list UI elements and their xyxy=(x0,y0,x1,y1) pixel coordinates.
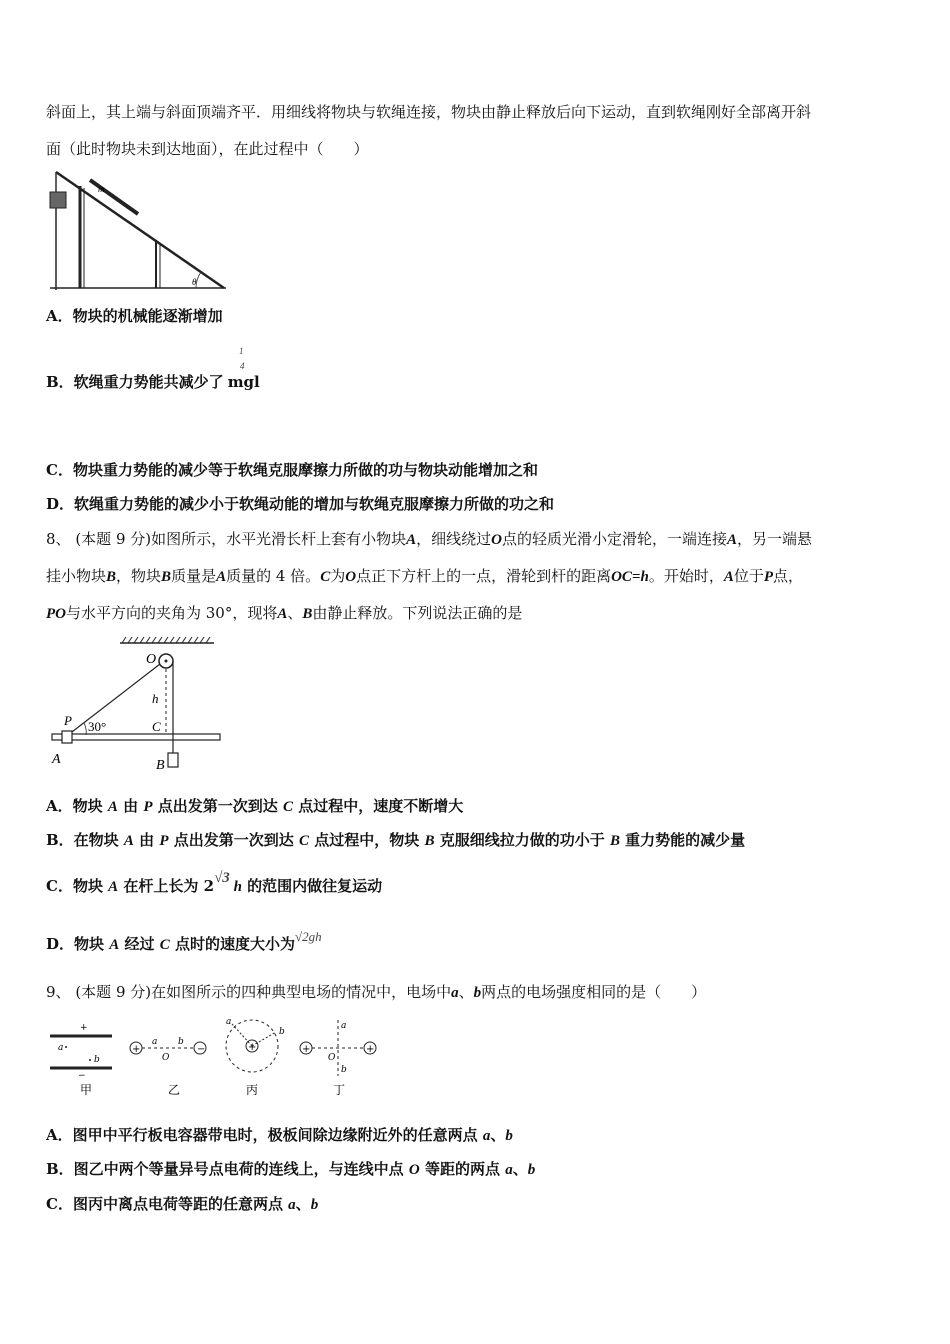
label-o: O xyxy=(146,652,157,667)
q8-text: ，另一端悬 xyxy=(737,530,813,548)
field-ding xyxy=(300,1020,376,1097)
q8-text: ，物块 xyxy=(116,567,162,585)
sqrt-2gh: √2gh xyxy=(294,929,322,944)
q8-text: 点的轻质光滑小定滑轮，一端连接 xyxy=(502,530,728,548)
electric-fields-figure xyxy=(46,1016,386,1100)
opt-var: P xyxy=(159,833,169,849)
block-a xyxy=(62,731,72,743)
label-h: h xyxy=(152,691,159,706)
label-angle: 30° xyxy=(88,719,107,734)
label-ding: 丁 xyxy=(333,1083,346,1097)
label-m: m xyxy=(98,184,105,194)
ding-o: O xyxy=(328,1053,336,1063)
opt-text: C．物块 xyxy=(46,877,109,895)
opt-text: 由 xyxy=(117,797,144,815)
q8-text: 挂小物块 xyxy=(46,567,107,585)
jia-b: b xyxy=(94,1055,100,1065)
q8-var: C xyxy=(320,569,331,585)
opt-text: 的范围内做往复运动 xyxy=(241,877,383,895)
opt-var: h xyxy=(229,879,242,895)
frac-denominator: 4 xyxy=(240,361,245,371)
opt-text: 、 xyxy=(490,1126,506,1144)
opt-text: 重力势能的减少量 xyxy=(619,831,746,849)
q8-num: 8、 xyxy=(46,530,71,548)
q8-var: O xyxy=(491,532,502,548)
opt-text: C．图丙中离点电荷等距的任意两点 xyxy=(46,1195,289,1213)
q8-option-c xyxy=(46,870,383,897)
q9-option-c xyxy=(46,1194,318,1215)
ding-a: a xyxy=(341,1021,347,1031)
pulley-figure xyxy=(46,635,226,775)
q8-option-b xyxy=(46,830,745,851)
q8-var: B xyxy=(161,569,172,585)
opt-var: C xyxy=(282,799,293,815)
q8-var: B xyxy=(302,606,313,622)
opt-text: B．在物块 xyxy=(46,831,124,849)
opt-text: 在杆上长为 2 xyxy=(118,877,215,895)
field-yi xyxy=(130,1037,206,1097)
opt-var: a xyxy=(505,1162,513,1178)
opt-text: 点出发第一次到达 xyxy=(152,797,283,815)
jia-minus: − xyxy=(78,1071,86,1081)
opt-var: B xyxy=(424,833,435,849)
q8-text: 质量是 xyxy=(171,567,217,585)
q9-var: a xyxy=(451,985,459,1001)
q8-line-1 xyxy=(46,529,812,550)
opt-text: D．物块 xyxy=(46,935,110,953)
opt-var: a xyxy=(288,1197,296,1213)
label-p: P xyxy=(64,713,72,728)
opt-var: C xyxy=(159,937,170,953)
opt-text: 点出发第一次到达 xyxy=(168,831,299,849)
opt-text: 、 xyxy=(295,1195,311,1213)
q8-text: 与水平方向的夹角为 30°，现将 xyxy=(66,604,278,622)
q8-text: 位于 xyxy=(733,567,764,585)
yi-b: b xyxy=(178,1037,184,1047)
intro-line-1: 斜面上，其上端与斜面顶端齐平．用细线将物块与软绳连接，物块由静止释放后向下运动，直到软绳刚好全部离开斜 xyxy=(46,103,812,121)
yi-plus: + xyxy=(132,1044,141,1055)
opt-var: b xyxy=(310,1197,319,1213)
label-c: C xyxy=(152,719,161,734)
opt-text: 点过程中，物块 xyxy=(309,831,425,849)
label-yi: 乙 xyxy=(168,1083,181,1097)
opt-var: b xyxy=(527,1162,536,1178)
incline-figure xyxy=(46,168,228,292)
opt-var: b xyxy=(505,1128,513,1144)
q8-text: 为 xyxy=(330,567,346,585)
q8-var: O xyxy=(345,569,357,585)
label-theta: θ xyxy=(192,277,197,287)
sqrt-3: √3 xyxy=(214,870,230,886)
bing-a: a xyxy=(226,1017,232,1027)
ding-plus-left: + xyxy=(302,1044,311,1055)
label-a: A xyxy=(52,752,61,767)
ding-plus-right: + xyxy=(366,1044,375,1055)
opt-text: A．物块 xyxy=(46,797,108,815)
q8-text: 、 xyxy=(287,604,303,622)
intro-line-2: 面（此时物块未到达地面），在此过程中（ ） xyxy=(46,140,369,158)
yi-minus: − xyxy=(197,1044,206,1055)
q8-var: B xyxy=(106,569,117,585)
q8-text: 质量的 4 倍。 xyxy=(226,567,321,585)
jia-a: a xyxy=(58,1043,64,1053)
q8-var: PO xyxy=(46,606,66,622)
opt-text: 克服细线拉力做的功小于 xyxy=(434,831,610,849)
opt-text: 点时的速度大小为 xyxy=(169,935,295,953)
opt-var: A xyxy=(123,833,134,849)
ding-b: b xyxy=(341,1065,347,1075)
q8-option-a xyxy=(46,796,463,817)
opt-text: 经过 xyxy=(119,935,160,953)
field-bing xyxy=(226,1017,285,1097)
q8-text: (本题 9 分)如图所示，水平光滑长杆上套有小物块 xyxy=(75,530,407,548)
q8-var: A xyxy=(216,569,227,585)
q8-text: 点正下方杆上的一点，滑轮到杆的距离 xyxy=(356,567,612,585)
field-jia xyxy=(50,1023,112,1097)
opt-var: P xyxy=(143,799,153,815)
opt-text: A．图甲中平行板电容器带电时，极板间除边缘附近外的任意两点 xyxy=(46,1126,483,1144)
q8-line-3 xyxy=(46,603,522,624)
q8-var: A xyxy=(406,532,417,548)
q8-var: A xyxy=(277,606,288,622)
q9-text: (本题 9 分)在如图所示的四种典型电场的情况中，电场中 xyxy=(75,983,452,1001)
q9-num: 9、 xyxy=(46,983,71,1001)
opt-text: B．图乙中两个等量异号点电荷的连线上，与连线中点 xyxy=(46,1160,409,1178)
q9-var: b xyxy=(473,985,482,1001)
q8-text: ，细线绕过 xyxy=(416,530,492,548)
yi-a: a xyxy=(152,1037,158,1047)
label-bing: 丙 xyxy=(246,1083,259,1097)
string-po xyxy=(68,664,160,735)
q8-text: 由静止释放。下列说法正确的是 xyxy=(312,604,523,622)
q8-var: OC=h xyxy=(611,569,649,585)
q7-option-b xyxy=(46,372,260,392)
q7-option-c: C．物块重力势能的减少等于软绳克服摩擦力所做的功与物块动能增加之和 xyxy=(46,461,538,479)
bing-plus: + xyxy=(248,1042,257,1053)
q8-text: 点， xyxy=(773,567,804,585)
q8-line-2 xyxy=(46,566,803,587)
q8-text: 。开始时， xyxy=(648,567,724,585)
horizontal-rod xyxy=(52,734,220,740)
opt-var: C xyxy=(299,833,310,849)
q7-option-b-text: B．软绳重力势能共减少了 xyxy=(46,373,224,391)
opt-text: 、 xyxy=(512,1160,528,1178)
jia-plus: + xyxy=(80,1023,88,1033)
q8-var: A xyxy=(727,532,738,548)
opt-text: 等距的两点 xyxy=(419,1160,506,1178)
opt-var: A xyxy=(108,879,119,895)
yi-o: O xyxy=(162,1053,170,1063)
bing-b: b xyxy=(279,1027,285,1037)
frac-numerator: 1 xyxy=(239,346,244,356)
q7-option-d: D．软绳重力势能的减少小于软绳动能的增加与软绳克服摩擦力所做的功之和 xyxy=(46,495,555,513)
q7-option-b-mgl: mgl xyxy=(227,373,260,391)
q9-line-1 xyxy=(46,982,706,1003)
block-b xyxy=(168,753,178,767)
label-b: B xyxy=(156,758,165,773)
opt-var: a xyxy=(482,1128,491,1144)
q9-text: 、 xyxy=(458,983,474,1001)
opt-text: 点过程中，速度不断增大 xyxy=(292,797,464,815)
opt-text: 由 xyxy=(133,831,160,849)
q9-option-b xyxy=(46,1159,535,1180)
opt-var: A xyxy=(107,799,118,815)
q8-var: P xyxy=(763,569,774,585)
q9-option-a xyxy=(46,1125,513,1146)
label-jia: 甲 xyxy=(80,1083,93,1097)
hanging-block xyxy=(50,192,66,208)
opt-var: O xyxy=(408,1162,420,1178)
opt-var: B xyxy=(609,833,620,849)
q7-option-a: A．物块的机械能逐渐增加 xyxy=(46,307,223,325)
q9-text: 两点的电场强度相同的是（ ） xyxy=(481,983,707,1001)
q8-option-d xyxy=(46,929,322,955)
q8-var: A xyxy=(723,569,734,585)
opt-var: A xyxy=(109,937,120,953)
